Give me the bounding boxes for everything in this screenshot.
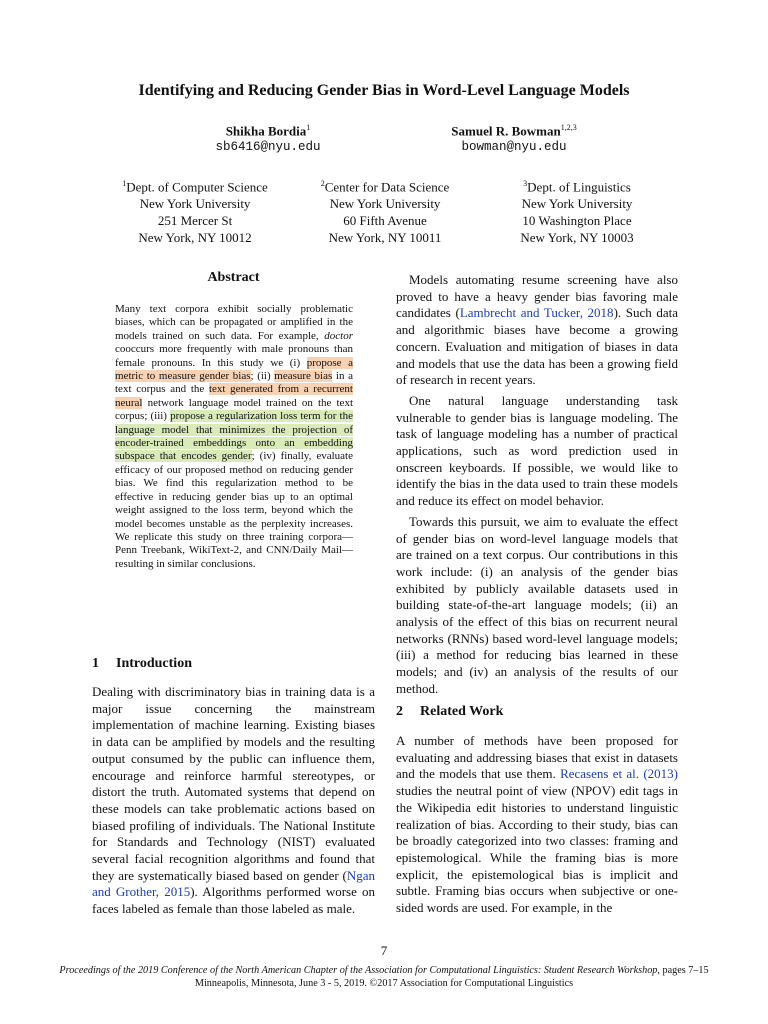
affiliation-3-line-1: $^3$Dept. of Linguistics — [523, 179, 631, 195]
author-2-sup: 1,2,3 — [560, 123, 577, 132]
footer — [0, 964, 768, 990]
paragraph: One natural language understanding task vulnerable to gender bias is language modeling. The task of language modeling has a number of practical applications, such as word prediction used in onscreen keyboards. If possible, we would like to identify the bias in the data used to train these models and reduce its effect on model behavior. — [396, 392, 678, 509]
related-work-body — [396, 733, 678, 917]
affiliation-3-line-4: New York, NY 10003 — [520, 230, 634, 246]
abstract-heading: Abstract — [207, 270, 260, 285]
author-1-name-line — [178, 119, 358, 139]
author-1-name: Shikha Bordia — [225, 123, 307, 139]
paragraph: Towards this pursuit, we aim to evaluate the effect of gender bias on word-level language models that are trained on a text corpus. Our contributions in this work include: (i) an analysis of the gender bias exhibited by publicly available datasets used in building state-of-the-art language models; (ii) an analysis of the effect of this bias on recurrent neural networks (RNNs) based word-level language models; (iii) a method for reducing bias learned in these models; and (iv) an analysis of the results of our method. — [396, 513, 678, 696]
abstract-emphasis: doctor — [324, 329, 353, 342]
affiliation-1-line-3: 251 Mercer St — [157, 213, 233, 229]
highlight-orange: measure bias — [274, 370, 333, 383]
section-heading-introduction: 1 Introduction — [92, 656, 192, 671]
affiliation-2-line-2: New York University — [329, 196, 441, 212]
author-2-email: bowman@nyu.edu — [461, 140, 567, 155]
author-2-name-line — [414, 119, 614, 139]
highlight-green: propose a regularization loss term for the language model that minimizes the projection of encoder-trained embeddings onto an embedding subspace that encodes gender — [115, 410, 353, 463]
abstract-body: Many text corpora exhibit socially problematic biases, which can be propagated or amplified in the models trained on such data. For example, doctor cooccurs more frequently with male pronouns than female pronouns. In this study we (i) propose a metric to measure gender bias; (ii) measure bias in a text corpus and the text generated from a recurrent neural network language model trained on the text corpus; (iii) propose a regularization loss term for the language model that minimizes the projection of encoder-trained embeddings onto an embedding subspace that encodes gender; (iv) finally, evaluate efficacy of our proposed method on reducing gender bias. We find this regularization method to be effective in reducing gender bias up to an optimal weight assigned to the loss term, beyond which the model becomes unstable as the perplexity increases. We replicate this study on three training corpora—Penn Treebank, WikiText-2, and CNN/Daily Mail—resulting in similar conclusions. — [115, 303, 353, 570]
section-heading-related-work: 2 Related Work — [396, 704, 504, 719]
affiliation-2-line-4: New York, NY 10011 — [328, 230, 442, 246]
highlight-orange: text generated from a recurrent neural — [115, 383, 353, 409]
affiliation-3 — [492, 175, 662, 246]
affiliation-3-line-3: 10 Washington Place — [522, 213, 632, 229]
paper-title: Identifying and Reducing Gender Bias in Word-Level Language Models — [138, 82, 630, 99]
affiliation-2 — [295, 175, 475, 246]
right-column-body — [396, 272, 678, 698]
footer-line-1: Proceedings of the 2019 Conference of the North American Chapter of the Association for Computational Linguistics: Student Research Workshop, pages 7–15 — [59, 965, 709, 976]
paragraph: A number of methods have been proposed for evaluating and addressing biases that exist in datasets and the models that use them. Recasens et al. (2013) studies the neutral point of view (NPOV) edit tags in the Wikipedia edit histories to understand linguistic realization of bias. According to their study, bias can be broadly categorized into two classes: framing and epistemological. While the framing bias is more explicit, the epistemological bias is implicit and subtle. Framing bias occurs when subjective or one-sided words are used. For example, in the — [396, 733, 678, 916]
footer-line-2: Minneapolis, Minnesota, June 3 - 5, 2019. ©2017 Association for Computational Linguistics — [194, 978, 574, 989]
affiliation-2-line-3: 60 Fifth Avenue — [343, 213, 427, 229]
affiliation-3-line-2: New York University — [521, 196, 633, 212]
affiliation-1-line-4: New York, NY 10012 — [138, 230, 252, 246]
affiliation-1 — [95, 175, 295, 246]
citation-link[interactable]: Lambrecht and Tucker, 2018 — [459, 305, 614, 321]
citation-link[interactable]: Recasens et al. (2013) — [560, 766, 678, 782]
affiliation-2-line-1: $^2$Center for Data Science — [320, 179, 450, 195]
author-1-sup: 1 — [306, 123, 311, 132]
author-2 — [414, 119, 614, 155]
affiliation-1-line-2: New York University — [139, 196, 251, 212]
intro-body — [92, 684, 375, 918]
paragraph: Models automating resume screening have also proved to have a heavy gender bias favoring male candidates (Lambrecht and Tucker, 2018). Such data and algorithmic biases have become a growing concern. Evaluation and mitigation of biases in data and models that use the data has been a growing field of research in recent years. — [396, 272, 679, 388]
author-1-email: sb6416@nyu.edu — [215, 140, 321, 155]
page-number: 7 — [380, 943, 388, 958]
section-number: 2 — [396, 704, 403, 719]
author-2-name: Samuel R. Bowman — [451, 123, 561, 139]
affiliation-3-sup: 3 — [523, 179, 528, 188]
section-number: 1 — [92, 656, 99, 671]
affiliation-1-line-1: $^1$Dept. of Computer Science — [122, 179, 268, 195]
paragraph: Dealing with discriminatory bias in training data is a major issue concerning the mainstream implementation of machine learning. Existing biases in data can be amplified by models and the resulting output consumed by the public can influence them, encourage and reinforce harmful stereotypes, or distort the truth. Automated systems that depend on these models can take problematic actions based on biased profiling of individuals. The National Institute for Standards and Technology (NIST) evaluated several facial recognition algorithms and found that they are systematically biased based on gender (Ngan and Grother, 2015). Algorithms performed worse on faces labeled as female than those labeled as male. — [92, 684, 375, 917]
affiliation-1-sup: 1 — [122, 179, 127, 188]
citation-link[interactable]: Ngan and Grother, 2015 — [92, 867, 375, 900]
highlight-orange: propose a metric to measure gender bias — [115, 356, 353, 383]
affiliation-2-sup: 2 — [320, 179, 325, 188]
author-1 — [178, 119, 358, 155]
